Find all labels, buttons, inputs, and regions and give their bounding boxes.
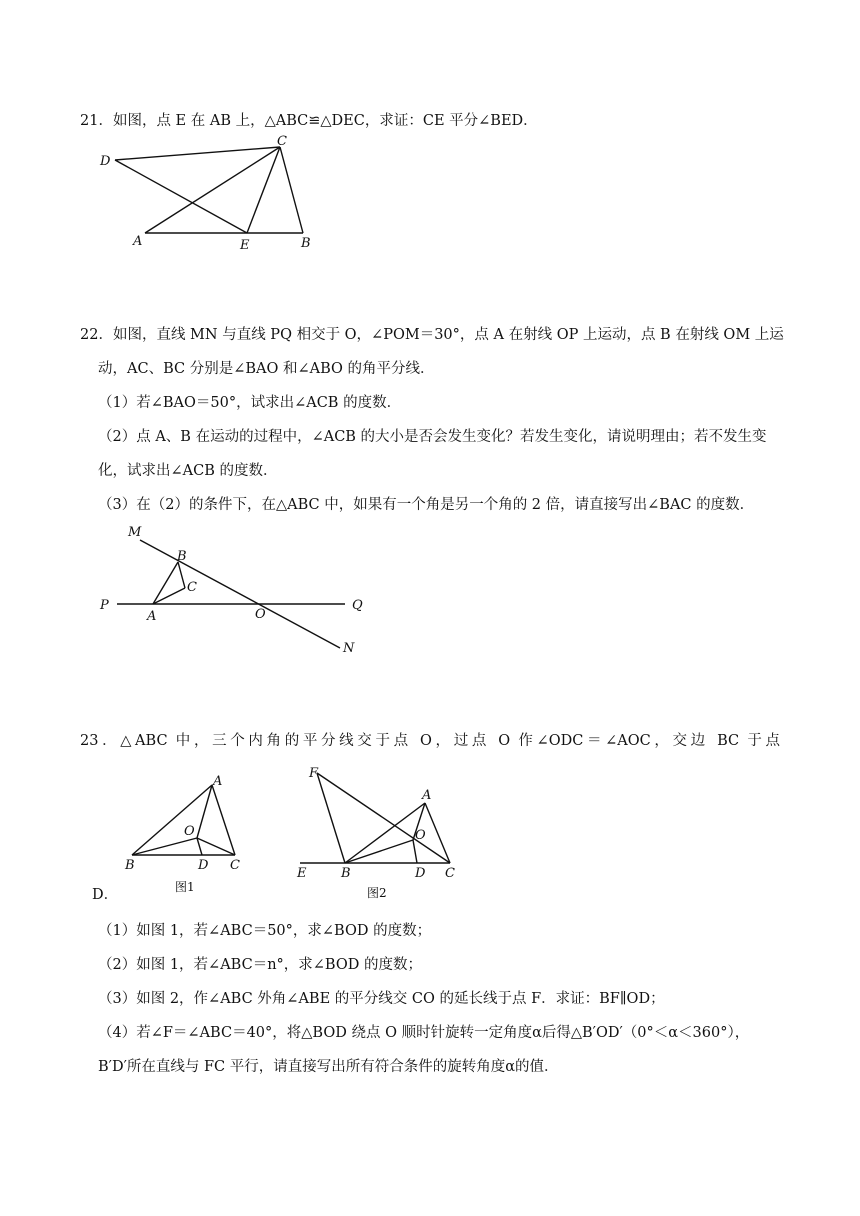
q23-fig2-caption: 图2	[367, 886, 387, 900]
q21-label-c: C	[277, 134, 287, 149]
q22-label-b: B	[177, 549, 187, 564]
q22-stem-line1: 22．如图，直线 MN 与直线 PQ 相交于 O，∠POM＝30°，点 A 在射线 OP 上运动，点 B 在射线 OM 上运	[80, 327, 784, 343]
q21-figure	[95, 135, 335, 255]
q23-part1: （1）如图 1，若∠ABC＝50°，求∠BOD 的度数；	[98, 923, 432, 939]
q21-label-b: B	[301, 236, 311, 251]
q22-label-m: M	[128, 525, 142, 540]
q23-stem-line2: D．	[92, 887, 119, 903]
q22-stem-line2: 动，AC、BC 分别是∠BAO 和∠ABO 的角平分线．	[98, 361, 435, 377]
q23-fig2-label-e: E	[297, 866, 307, 881]
q23-fig2-label-d: D	[415, 866, 426, 881]
q23-fig1-caption: 图1	[175, 880, 195, 894]
q23-part3: （3）如图 2，作∠ABC 外角∠ABE 的平分线交 CO 的延长线于点 F．求证：BF∥OD；	[98, 991, 665, 1007]
q23-fig2-label-a: A	[422, 788, 432, 803]
q23-figure-1	[120, 775, 260, 895]
q22-label-c: C	[187, 580, 197, 595]
q22-part1: （1）若∠BAO＝50°，试求出∠ACB 的度数．	[98, 395, 402, 411]
q23-stem-line1: 23．△ABC 中，三个内角的平分线交于点 O，过点 O 作∠ODC＝∠AOC，交边 BC 于点	[80, 733, 780, 749]
q21-stem: 21．如图，点 E 在 AB 上，△ABC≌△DEC，求证：CE 平分∠BED．	[80, 113, 538, 129]
q23-fig2-label-b: B	[341, 866, 351, 881]
q23-fig1-label-b: B	[125, 858, 135, 873]
q21-label-a: A	[133, 234, 143, 249]
q22-part3: （3）在（2）的条件下，在△ABC 中，如果有一个角是另一个角的 2 倍，请直接写出∠BAC 的度数．	[98, 497, 755, 513]
q22-part2-line2: 化，试求出∠ACB 的度数．	[98, 463, 278, 479]
q22-figure	[95, 520, 375, 660]
q23-part4-line2: B′D′所在直线与 FC 平行，请直接写出所有符合条件的旋转角度α的值．	[98, 1059, 559, 1075]
q22-label-p: P	[100, 598, 109, 613]
q23-part2: （2）如图 1，若∠ABC＝n°，求∠BOD 的度数；	[98, 957, 422, 973]
q23-fig1-label-a: A	[213, 774, 223, 789]
q22-label-o: O	[255, 607, 266, 622]
q22-label-a: A	[147, 609, 157, 624]
q22-label-q: Q	[352, 598, 363, 613]
q23-figure-2	[295, 765, 465, 900]
q23-fig2-label-f: F	[309, 766, 319, 781]
q23-fig1-label-c: C	[230, 858, 240, 873]
q21-label-e: E	[240, 238, 250, 253]
q23-fig2-label-o: O	[415, 828, 426, 843]
q23-fig2-label-c: C	[445, 866, 455, 881]
q23-fig1-label-o: O	[184, 824, 195, 839]
q21-label-d: D	[100, 154, 111, 169]
q23-fig1-label-d: D	[198, 858, 209, 873]
q22-label-n: N	[343, 641, 355, 656]
q22-part2-line1: （2）点 A、B 在运动的过程中，∠ACB 的大小是否会发生变化？若发生变化，请说明理由；若不发生变	[98, 429, 767, 445]
q23-part4-line1: （4）若∠F＝∠ABC＝40°，将△BOD 绕点 O 顺时针旋转一定角度α后得△B′OD′（0°＜α＜360°），	[98, 1025, 750, 1041]
